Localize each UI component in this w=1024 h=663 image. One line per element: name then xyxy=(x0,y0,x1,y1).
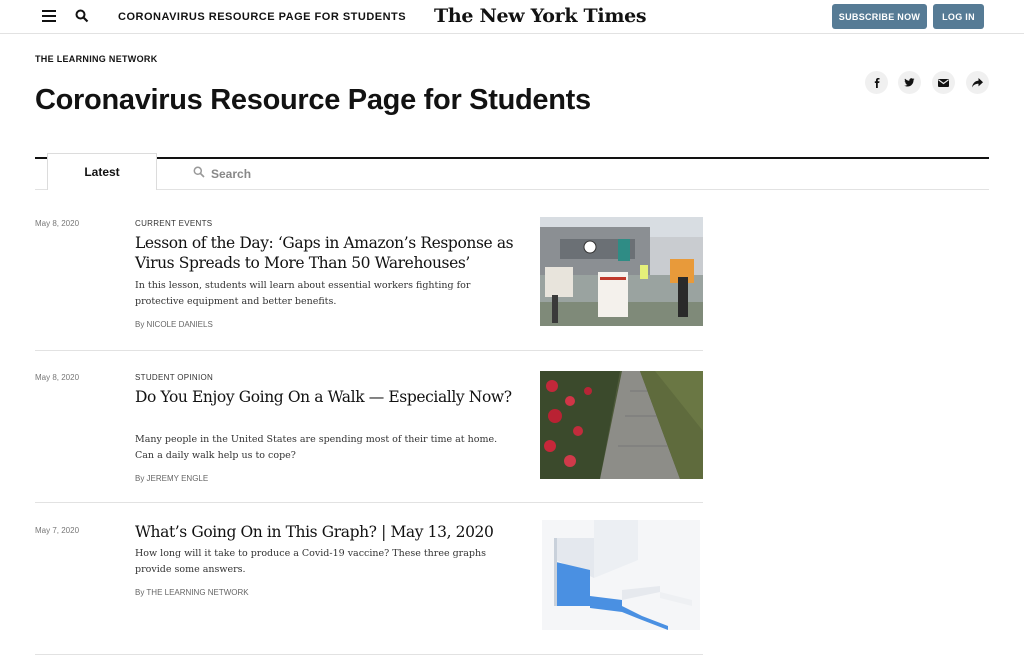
twitter-icon[interactable] xyxy=(898,71,921,94)
search-icon xyxy=(193,166,205,181)
article-divider xyxy=(35,502,703,503)
share-icon[interactable] xyxy=(966,71,989,94)
article-headline[interactable]: Lesson of the Day: ‘Gaps in Amazon’s Response as Virus Spreads to More Than 50 Warehouses’ xyxy=(135,234,514,272)
menu-icon[interactable] xyxy=(42,10,56,22)
section-kicker[interactable]: THE LEARNING NETWORK xyxy=(35,54,158,64)
article-byline: By NICOLE DANIELS xyxy=(135,320,213,329)
login-button[interactable]: LOG IN xyxy=(933,4,984,29)
article-summary: Many people in the United States are spending most of their time at home. Can a daily walk help us to cope? xyxy=(135,434,498,461)
article-thumbnail[interactable] xyxy=(540,371,703,479)
section-title-link[interactable]: CORONAVIRUS RESOURCE PAGE FOR STUDENTS xyxy=(118,11,407,23)
tab-search[interactable] xyxy=(193,166,251,181)
search-icon[interactable] xyxy=(75,9,89,23)
article-label[interactable]: STUDENT OPINION xyxy=(135,373,214,382)
article-divider xyxy=(35,350,703,351)
article-headline[interactable]: What’s Going On in This Graph? | May 13, 2020 xyxy=(135,523,494,541)
article-date: May 8, 2020 xyxy=(35,373,80,382)
nyt-logo[interactable]: The New York Times xyxy=(434,5,647,27)
article-summary: In this lesson, students will learn about essential workers fighting for protective equipment and better benefits. xyxy=(135,280,471,307)
subscribe-button[interactable]: SUBSCRIBE NOW xyxy=(832,4,927,29)
article-headline[interactable]: Do You Enjoy Going On a Walk — Especially Now? xyxy=(135,388,512,406)
article-label[interactable]: CURRENT EVENTS xyxy=(135,219,213,228)
tabs-bottom-rule xyxy=(35,189,989,190)
article-date: May 7, 2020 xyxy=(35,526,80,535)
article-thumbnail[interactable] xyxy=(542,520,700,630)
article-thumbnail[interactable] xyxy=(540,217,703,326)
facebook-icon[interactable] xyxy=(865,71,888,94)
article-summary: How long will it take to produce a Covid-19 vaccine? These three graphs provide some answers. xyxy=(135,548,486,575)
article-divider xyxy=(35,654,703,655)
tab-latest[interactable]: Latest xyxy=(47,153,157,190)
tab-search-label: Search xyxy=(211,166,252,181)
top-bar xyxy=(0,0,1024,34)
page-title: Coronavirus Resource Page for Students xyxy=(35,84,591,116)
article-date: May 8, 2020 xyxy=(35,219,80,228)
article-byline: By JEREMY ENGLE xyxy=(135,474,209,483)
email-icon[interactable] xyxy=(932,71,955,94)
tabs-top-rule xyxy=(35,157,989,159)
article-byline: By THE LEARNING NETWORK xyxy=(135,588,249,597)
